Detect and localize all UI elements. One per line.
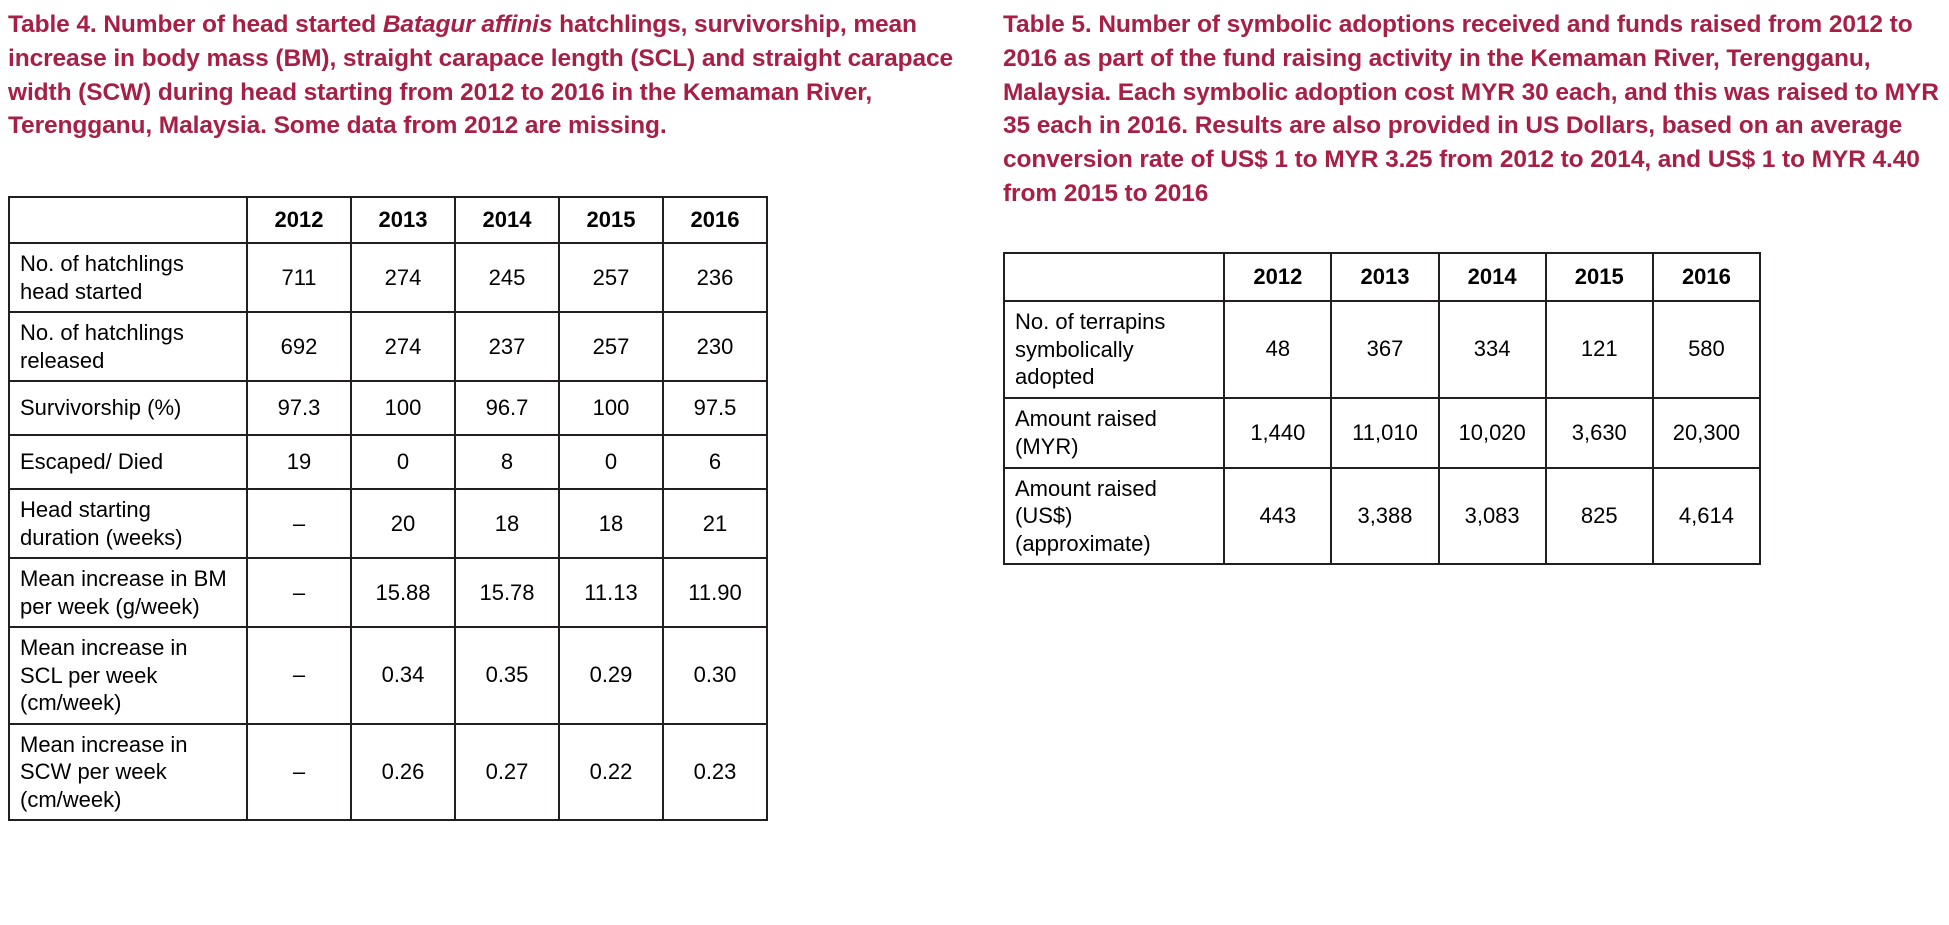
table-row <box>9 243 767 312</box>
table4-cell: 711 <box>247 243 351 312</box>
table4-cell: 11.13 <box>559 558 663 627</box>
table4-cell: 96.7 <box>455 381 559 435</box>
table4-cell: 6 <box>663 435 767 489</box>
table4-cell: – <box>247 489 351 558</box>
table4-col-header-2013: 2013 <box>351 197 455 243</box>
table4-cell: 236 <box>663 243 767 312</box>
table4-col-header-2014: 2014 <box>455 197 559 243</box>
table5-cell: 11,010 <box>1331 398 1438 468</box>
table4-cell: 0.27 <box>455 724 559 821</box>
table-row <box>1004 398 1760 468</box>
table4-cell: 20 <box>351 489 455 558</box>
table4-cell: 0.26 <box>351 724 455 821</box>
table4-row-label: Mean increase in BM per week (g/week) <box>9 558 247 627</box>
table5-col-header-2015: 2015 <box>1546 253 1653 301</box>
table4-cell: 0 <box>559 435 663 489</box>
table4-cell: – <box>247 724 351 821</box>
table5-column <box>1003 0 1943 211</box>
table5 <box>1003 252 1761 565</box>
table4-row-label: Escaped/ Died <box>9 435 247 489</box>
table5-col-header-2013: 2013 <box>1331 253 1438 301</box>
table4-row-label: Mean increase in SCW per week (cm/week) <box>9 724 247 821</box>
table5-cell: 4,614 <box>1653 468 1760 565</box>
table5-row-label: Amount raised (MYR) <box>1004 398 1224 468</box>
table4-cell: 8 <box>455 435 559 489</box>
table-row <box>9 724 767 821</box>
table4-cell: 245 <box>455 243 559 312</box>
table4-cell: 274 <box>351 312 455 381</box>
table4-cell: 0.23 <box>663 724 767 821</box>
table5-col-header-2016: 2016 <box>1653 253 1760 301</box>
table5-cell: 3,630 <box>1546 398 1653 468</box>
table4-cell: 100 <box>559 381 663 435</box>
table4-cell: 100 <box>351 381 455 435</box>
table-row <box>9 435 767 489</box>
table4-caption-species-name: Batagur affinis <box>382 11 553 38</box>
table4-cell: 0.29 <box>559 627 663 724</box>
table5-cell: 48 <box>1224 301 1331 398</box>
table4-caption <box>8 8 968 143</box>
table4-cell: 0.30 <box>663 627 767 724</box>
table4-caption-part-3: hatchlings, survivorship, mean increase in body mass (BM), straight carapace length (SCL) and straight carapace width (SCW) during head starting from 2012 to 2016 in the Kemaman River, Terengganu, Malaysia. Some data from 2012 are missing. <box>8 11 954 140</box>
table4-col-header-2012: 2012 <box>247 197 351 243</box>
table4-cell: 97.3 <box>247 381 351 435</box>
table5-cell: 121 <box>1546 301 1653 398</box>
table4-row-label: No. of hatchlings released <box>9 312 247 381</box>
table4-cell: 0.34 <box>351 627 455 724</box>
table4 <box>8 196 768 821</box>
table4-cell: 257 <box>559 312 663 381</box>
table5-row-label: Amount raised (US$) (approximate) <box>1004 468 1224 565</box>
table5-caption: Table 5. Number of symbolic adoptions received and funds raised from 2012 to 2016 as part of the fund raising activity in the Kemaman River, Terengganu, Malaysia. Each symbolic adoption cost MYR 30 each, and this was raised to MYR 35 each in 2016. Results are also provided in US Dollars, based on an average conversion rate of US$ 1 to MYR 3.25 from 2012 to 2014, and US$ 1 to MYR 4.40 from 2015 to 2016 <box>1003 11 1939 207</box>
table4-cell: 15.78 <box>455 558 559 627</box>
table4-cell: – <box>247 627 351 724</box>
table4-cell: 692 <box>247 312 351 381</box>
table5-cell: 367 <box>1331 301 1438 398</box>
table-row <box>9 558 767 627</box>
table4-cell: 230 <box>663 312 767 381</box>
table-row <box>1004 468 1760 565</box>
table5-header-row <box>1004 253 1760 301</box>
table5-cell: 825 <box>1546 468 1653 565</box>
table4-cell: 18 <box>559 489 663 558</box>
table4-cell: 274 <box>351 243 455 312</box>
table4-row-label: Survivorship (%) <box>9 381 247 435</box>
table4-cell: 0 <box>351 435 455 489</box>
table4-cell: 0.22 <box>559 724 663 821</box>
table4-corner-cell <box>9 197 247 243</box>
table5-cell: 334 <box>1439 301 1546 398</box>
table5-col-header-2014: 2014 <box>1439 253 1546 301</box>
table4-cell: 11.90 <box>663 558 767 627</box>
table4-cell: 97.5 <box>663 381 767 435</box>
table-row <box>9 381 767 435</box>
table4-caption-part-1: Table 4. Number of head started <box>8 11 383 38</box>
table-row <box>9 312 767 381</box>
table4-row-label: Mean increase in SCL per week (cm/week) <box>9 627 247 724</box>
table4-cell: 19 <box>247 435 351 489</box>
table4-col-header-2016: 2016 <box>663 197 767 243</box>
table4-cell: 237 <box>455 312 559 381</box>
table4-cell: – <box>247 558 351 627</box>
table5-cell: 580 <box>1653 301 1760 398</box>
table4-cell: 21 <box>663 489 767 558</box>
table5-cell: 3,388 <box>1331 468 1438 565</box>
table4-col-header-2015: 2015 <box>559 197 663 243</box>
table-row <box>9 489 767 558</box>
table-row <box>9 627 767 724</box>
table4-column <box>8 0 968 143</box>
table-row <box>1004 301 1760 398</box>
table4-header-row <box>9 197 767 243</box>
table4-cell: 18 <box>455 489 559 558</box>
table4-cell: 15.88 <box>351 558 455 627</box>
table5-col-header-2012: 2012 <box>1224 253 1331 301</box>
table5-cell: 20,300 <box>1653 398 1760 468</box>
table5-row-label: No. of terrapins symbolically adopted <box>1004 301 1224 398</box>
table4-row-label: Head starting duration (weeks) <box>9 489 247 558</box>
table5-cell: 1,440 <box>1224 398 1331 468</box>
table5-cell: 3,083 <box>1439 468 1546 565</box>
table4-cell: 257 <box>559 243 663 312</box>
table5-cell: 443 <box>1224 468 1331 565</box>
table5-cell: 10,020 <box>1439 398 1546 468</box>
table4-cell: 0.35 <box>455 627 559 724</box>
table4-row-label: No. of hatchlings head started <box>9 243 247 312</box>
table5-corner-cell <box>1004 253 1224 301</box>
